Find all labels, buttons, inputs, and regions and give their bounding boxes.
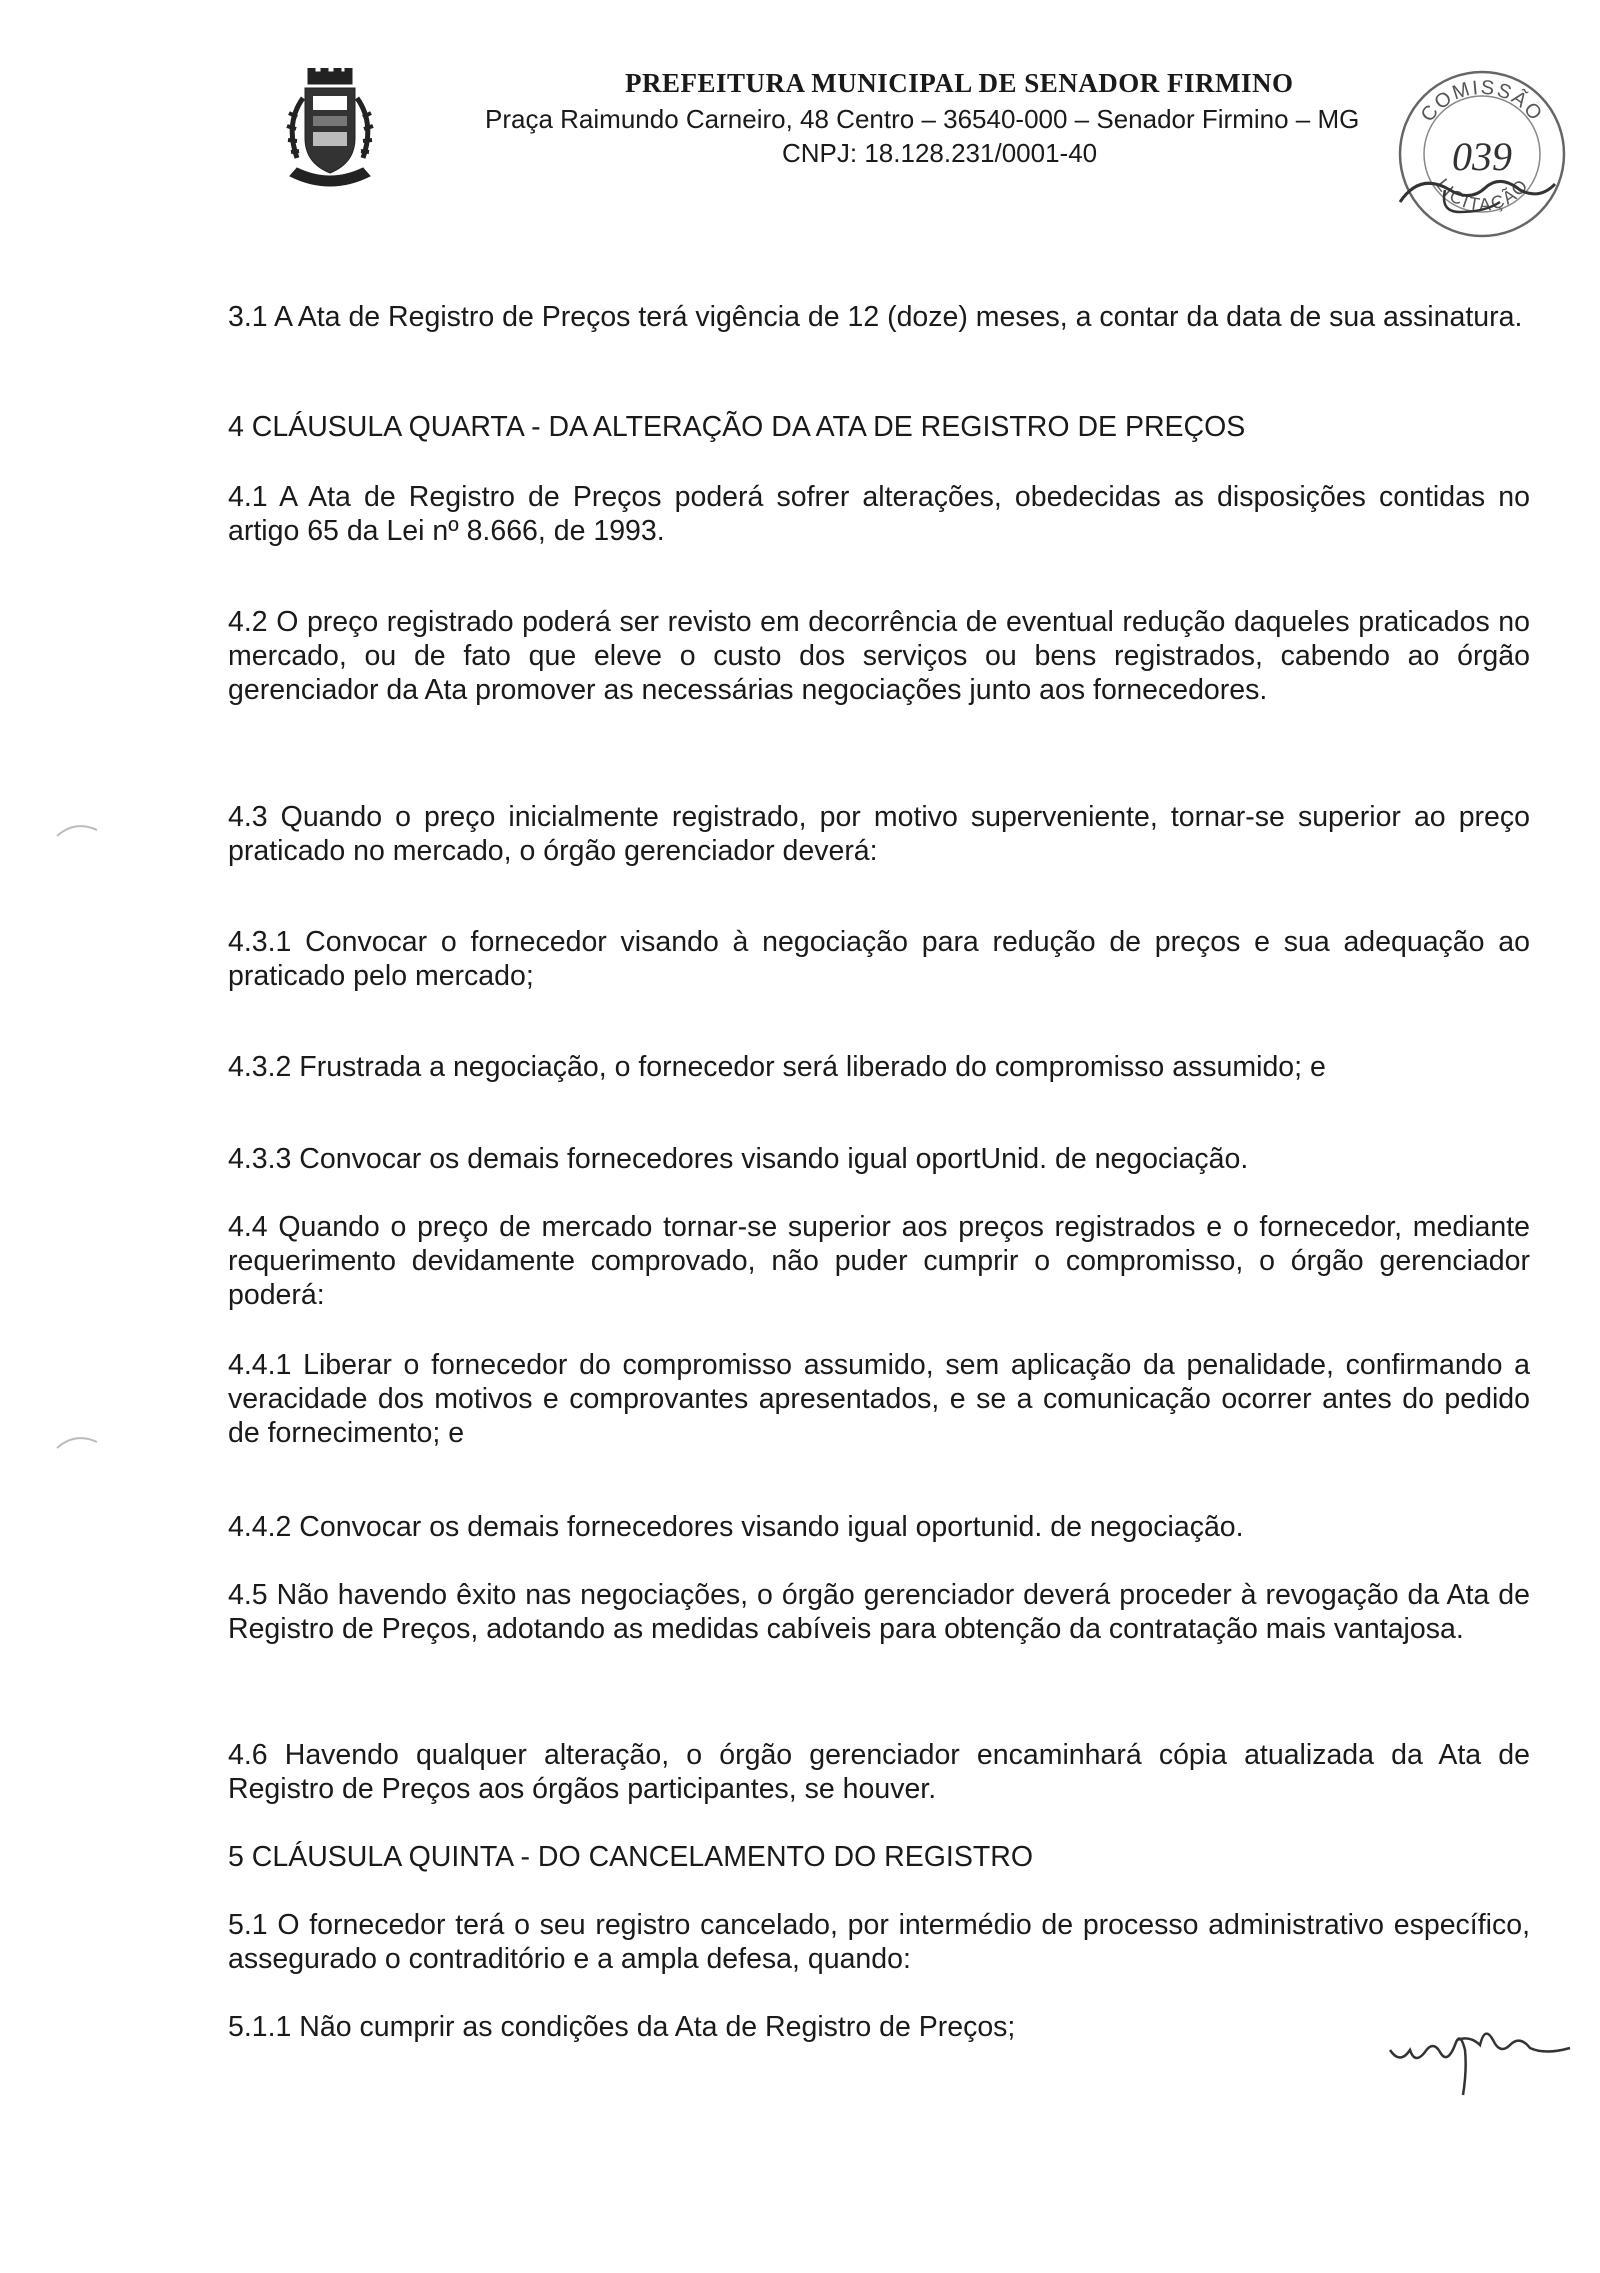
clause-4-2: 4.2 O preço registrado poderá ser revisto em decorrência de eventual redução daqueles praticados no mercado, ou de fato que eleve o custo dos serviços ou bens registrados, cabendo ao órgão gerenciador da Ata promover as necessárias negociações junto aos fornecedores. xyxy=(228,606,1530,706)
commission-stamp xyxy=(1390,62,1575,247)
stamp-number: 039 xyxy=(1452,134,1512,179)
stamp-bottom-text: LICITAÇÃO xyxy=(1432,174,1533,215)
clause-4-3-2: 4.3.2 Frustrada a negociação, o fornecedor será liberado do compromisso assumido; e xyxy=(228,1051,1326,1083)
punch-hole-mark-icon xyxy=(55,1430,100,1450)
clause-4-3-3: 4.3.3 Convocar os demais fornecedores visando igual oportUnid. de negociação. xyxy=(228,1143,1249,1175)
clause-4-4-2: 4.4.2 Convocar os demais fornecedores visando igual oportunid. de negociação. xyxy=(228,1511,1244,1543)
clause-4-heading: 4 CLÁUSULA QUARTA - DA ALTERAÇÃO DA ATA DE REGISTRO DE PREÇOS xyxy=(228,411,1246,443)
clause-5-1-1: 5.1.1 Não cumprir as condições da Ata de Registro de Preços; xyxy=(228,2011,1016,2043)
municipal-crest-logo xyxy=(275,68,385,193)
signature-initials xyxy=(1385,2010,1575,2100)
header-address: Praça Raimundo Carneiro, 48 Centro – 36540-000 – Senador Firmino – MG xyxy=(485,104,1360,134)
header-title: PREFEITURA MUNICIPAL DE SENADOR FIRMINO xyxy=(625,68,1294,98)
clause-3-1: 3.1 A Ata de Registro de Preços terá vigência de 12 (doze) meses, a contar da data de sua assinatura. xyxy=(228,301,1523,333)
clause-4-4: 4.4 Quando o preço de mercado tornar-se superior aos preços registrados e o fornecedor, mediante requerimento devidamente comprovado, não puder cumprir o compromisso, o órgão gerenciador poderá: xyxy=(228,1211,1530,1311)
clause-5-heading: 5 CLÁUSULA QUINTA - DO CANCELAMENTO DO REGISTRO xyxy=(228,1841,1034,1873)
clause-4-5: 4.5 Não havendo êxito nas negociações, o órgão gerenciador deverá proceder à revogação da Ata de Registro de Preços, adotando as medidas cabíveis para obtenção da contratação mais vantajosa. xyxy=(228,1579,1530,1645)
svg-text:COMISSÃO xyxy=(1417,77,1548,126)
clause-4-1: 4.1 A Ata de Registro de Preços poderá sofrer alterações, obedecidas as disposições contidas no artigo 65 da Lei nº 8.666, de 1993. xyxy=(228,481,1530,547)
clause-4-3-1: 4.3.1 Convocar o fornecedor visando à negociação para redução de preços e sua adequação ao praticado pelo mercado; xyxy=(228,926,1530,992)
clause-4-4-1: 4.4.1 Liberar o fornecedor do compromisso assumido, sem aplicação da penalidade, confirmando a veracidade dos motivos e comprovantes apresentados, e se a comunicação ocorrer antes do pedido de fornecimento; e xyxy=(228,1349,1530,1449)
clause-4-3: 4.3 Quando o preço inicialmente registrado, por motivo superveniente, tornar-se superior ao preço praticado no mercado, o órgão gerenciador deverá: xyxy=(228,801,1530,867)
stamp-top-text: COMISSÃO xyxy=(1416,76,1548,127)
clause-5-1: 5.1 O fornecedor terá o seu registro cancelado, por intermédio de processo administrativo específico, assegurado o contraditório e a ampla defesa, quando: xyxy=(228,1909,1530,1975)
punch-hole-mark-icon xyxy=(55,818,100,838)
header-cnpj: CNPJ: 18.128.231/0001-40 xyxy=(782,138,1098,168)
clause-4-6: 4.6 Havendo qualquer alteração, o órgão gerenciador encaminhará cópia atualizada da Ata de Registro de Preços aos órgãos participantes, se houver. xyxy=(228,1739,1530,1805)
